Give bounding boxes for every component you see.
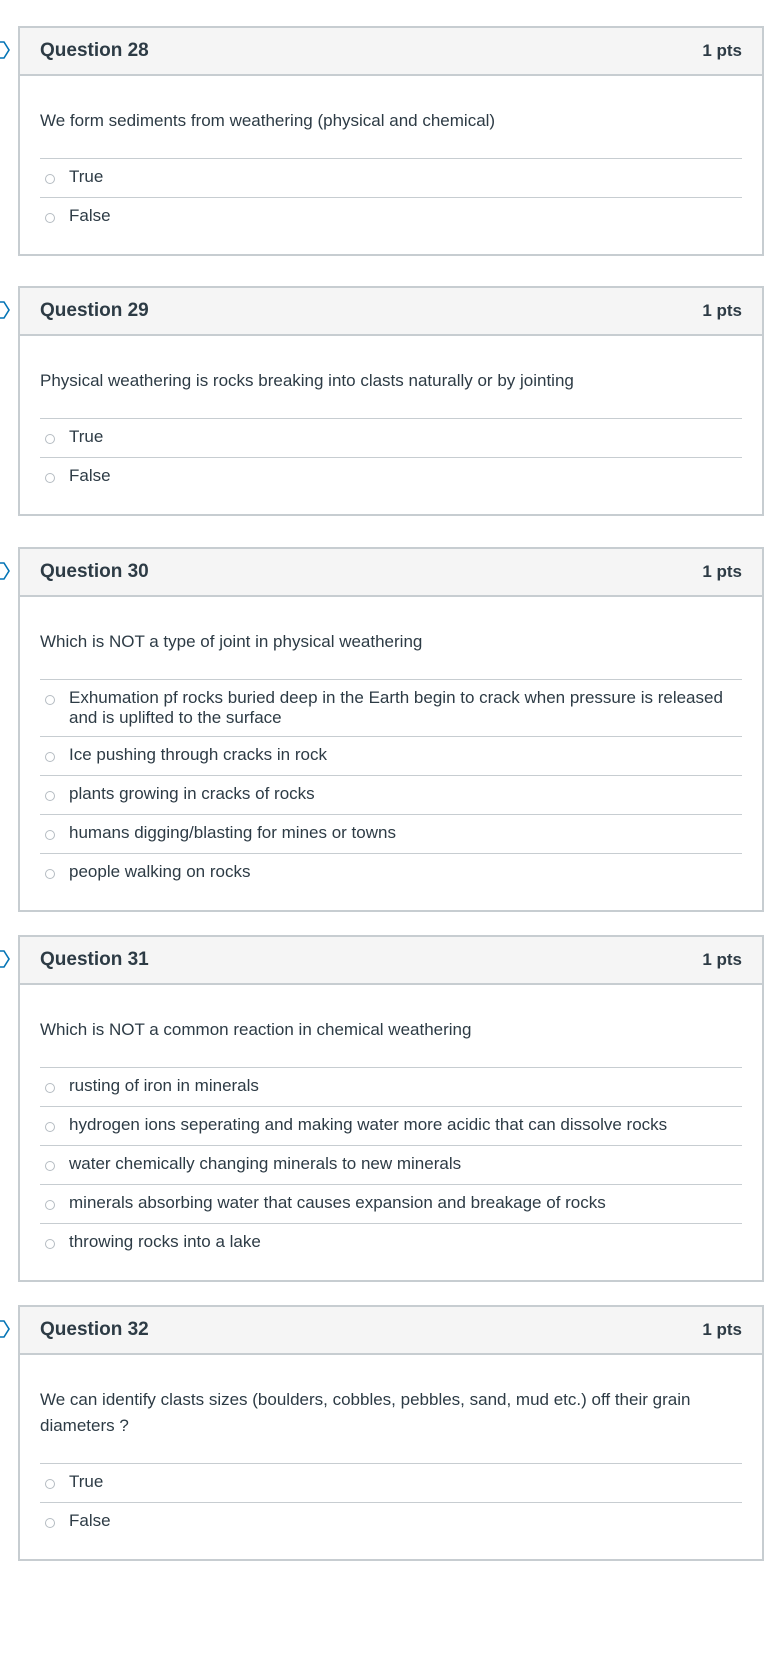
radio-button-icon[interactable]	[45, 174, 55, 184]
question-points: 1 pts	[702, 950, 742, 969]
answer-option[interactable]	[40, 418, 742, 457]
answer-label: Ice pushing through cracks in rock	[69, 745, 327, 764]
question-text: Which is NOT a common reaction in chemical weathering	[40, 1020, 472, 1039]
question-points: 1 pts	[702, 562, 742, 581]
answer-option[interactable]	[40, 1502, 742, 1541]
answer-list	[40, 158, 742, 236]
radio-button-icon[interactable]	[45, 1083, 55, 1093]
answer-label: water chemically changing minerals to new minerals	[69, 1154, 462, 1173]
answer-option[interactable]	[40, 679, 742, 736]
question-body	[20, 985, 762, 1280]
answer-label: humans digging/blasting for mines or towns	[69, 823, 396, 842]
answer-list	[40, 418, 742, 496]
question-block-2	[18, 286, 764, 516]
answer-option[interactable]	[40, 1106, 742, 1145]
answer-option[interactable]	[40, 1145, 742, 1184]
question-title: Question 32	[40, 1319, 149, 1340]
question-text: We form sediments from weathering (physical and chemical)	[40, 111, 496, 130]
radio-button-icon[interactable]	[45, 1122, 55, 1132]
answer-option[interactable]	[40, 736, 742, 775]
question-header	[20, 549, 762, 597]
answer-label: Exhumation pf rocks buried deep in the Earth begin to crack when pressure is released and is uplifted to the surface	[69, 688, 723, 727]
question-body	[20, 1355, 762, 1559]
question-header	[20, 1307, 762, 1355]
flag-question-icon[interactable]	[0, 950, 10, 968]
question-points: 1 pts	[702, 1320, 742, 1339]
question-header	[20, 288, 762, 336]
question-block-5	[18, 1305, 764, 1561]
radio-button-icon[interactable]	[45, 752, 55, 762]
answer-option[interactable]	[40, 1223, 742, 1262]
answer-option[interactable]	[40, 457, 742, 496]
answer-option[interactable]	[40, 197, 742, 236]
question-block-4	[18, 935, 764, 1282]
answer-list	[40, 1067, 742, 1262]
radio-button-icon[interactable]	[45, 1161, 55, 1171]
question-title: Question 31	[40, 949, 149, 970]
answer-option[interactable]	[40, 1067, 742, 1106]
question-text: We can identify clasts sizes (boulders, cobbles, pebbles, sand, mud etc.) off their grain diameters ?	[40, 1390, 691, 1435]
question-text: Which is NOT a type of joint in physical weathering	[40, 632, 423, 651]
question-text: Physical weathering is rocks breaking into clasts naturally or by jointing	[40, 371, 574, 390]
question-points: 1 pts	[702, 301, 742, 320]
answer-list	[40, 679, 742, 892]
answer-label: False	[69, 466, 111, 485]
radio-button-icon[interactable]	[45, 1200, 55, 1210]
radio-button-icon[interactable]	[45, 434, 55, 444]
flag-question-icon[interactable]	[0, 1320, 10, 1338]
answer-option[interactable]	[40, 1184, 742, 1223]
answer-list	[40, 1463, 742, 1541]
question-block-1	[18, 26, 764, 256]
answer-label: False	[69, 1511, 111, 1530]
answer-label: True	[69, 1472, 104, 1491]
question-body	[20, 597, 762, 910]
answer-label: False	[69, 206, 111, 225]
radio-button-icon[interactable]	[45, 473, 55, 483]
question-body	[20, 76, 762, 254]
answer-label: True	[69, 167, 104, 186]
radio-button-icon[interactable]	[45, 1239, 55, 1249]
answer-option[interactable]	[40, 775, 742, 814]
question-body	[20, 336, 762, 514]
answer-label: minerals absorbing water that causes expansion and breakage of rocks	[69, 1193, 606, 1212]
question-points: 1 pts	[702, 41, 742, 60]
radio-button-icon[interactable]	[45, 213, 55, 223]
flag-question-icon[interactable]	[0, 562, 10, 580]
answer-option[interactable]	[40, 1463, 742, 1502]
answer-label: plants growing in cracks of rocks	[69, 784, 315, 803]
answer-label: people walking on rocks	[69, 862, 251, 881]
radio-button-icon[interactable]	[45, 695, 55, 705]
flag-question-icon[interactable]	[0, 41, 10, 59]
question-title: Question 28	[40, 40, 149, 61]
flag-question-icon[interactable]	[0, 301, 10, 319]
radio-button-icon[interactable]	[45, 830, 55, 840]
answer-option[interactable]	[40, 158, 742, 197]
radio-button-icon[interactable]	[45, 869, 55, 879]
question-title: Question 30	[40, 561, 149, 582]
answer-option[interactable]	[40, 853, 742, 892]
answer-option[interactable]	[40, 814, 742, 853]
radio-button-icon[interactable]	[45, 1479, 55, 1489]
answer-label: throwing rocks into a lake	[69, 1232, 261, 1251]
answer-label: True	[69, 427, 104, 446]
question-block-3	[18, 547, 764, 912]
question-header	[20, 937, 762, 985]
question-title: Question 29	[40, 300, 149, 321]
question-header	[20, 28, 762, 76]
radio-button-icon[interactable]	[45, 1518, 55, 1528]
answer-label: hydrogen ions seperating and making water more acidic that can dissolve rocks	[69, 1115, 668, 1134]
radio-button-icon[interactable]	[45, 791, 55, 801]
answer-label: rusting of iron in minerals	[69, 1076, 259, 1095]
